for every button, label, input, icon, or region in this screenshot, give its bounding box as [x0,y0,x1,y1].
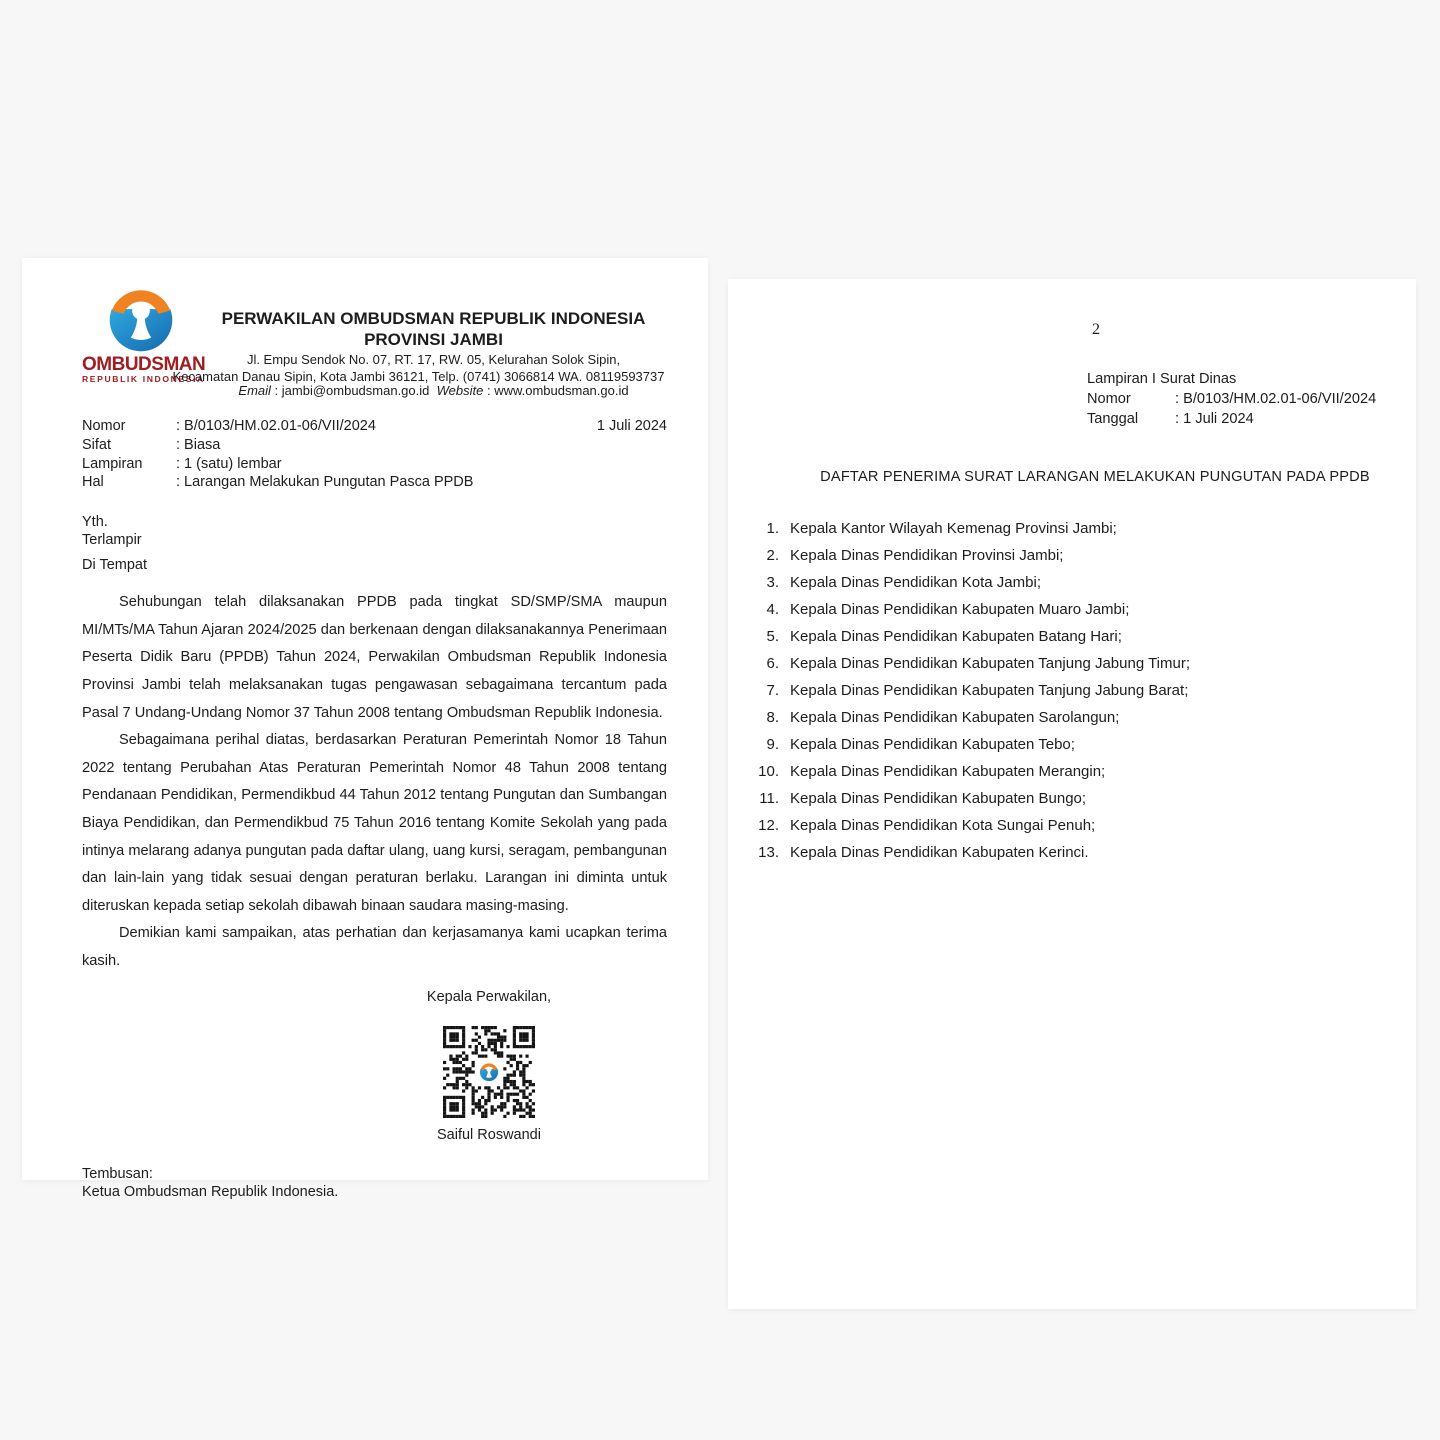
item-number: 13. [758,844,779,861]
recipient-line: Terlampir [82,532,142,549]
list-item [752,704,1392,731]
item-text: Kepala Dinas Pendidikan Kabupaten Sarolangun; [790,709,1120,726]
item-text: Kepala Dinas Pendidikan Kota Sungai Penuh; [790,817,1096,834]
meta-value: : B/0103/HM.02.01-06/VII/2024 [176,418,376,435]
item-number: 1. [766,520,779,537]
item-number: 6. [766,655,779,672]
meta-value: : 1 (satu) lembar [176,455,282,472]
item-text: Kepala Dinas Pendidikan Kabupaten Bungo; [790,790,1087,807]
office-address-line1: Jl. Empu Sendok No. 07, RT. 17, RW. 05, Kelurahan Solok Sipin, [246,352,621,367]
ref-label: Tanggal [1087,411,1139,427]
cc-label: Tembusan: [82,1165,153,1182]
letter-page [22,258,708,1201]
item-text: Kepala Kantor Wilayah Kemenag Provinsi Jambi; [790,520,1117,537]
ref-value: : B/0103/HM.02.01-06/VII/2024 [1175,391,1377,407]
signer-title: Kepala Perwakilan, [426,988,552,1005]
meta-value: : Biasa [176,436,221,453]
meta-label: Sifat [82,436,112,453]
recipients-list-title: DAFTAR PENERIMA SURAT LARANGAN MELAKUKAN PUNGUTAN PADA PPDB [820,469,1370,485]
item-text: Kepala Dinas Pendidikan Kabupaten Tanjung Jabung Barat; [790,682,1189,699]
item-number: 2. [766,547,779,564]
attachment-reference [1087,369,1392,429]
page-number: 2 [1092,321,1100,338]
ref-value: : 1 Juli 2024 [1175,411,1254,427]
list-item [752,812,1392,839]
list-item [752,758,1392,785]
list-item [752,596,1392,623]
body-paragraph: Demikian kami sampaikan, atas perhatian dan kerjasamanya kami ucapkan terima kasih. [82,925,667,969]
item-number: 12. [758,817,779,834]
meta-row-lampiran [82,455,667,474]
letter-date: 1 Juli 2024 [596,418,667,435]
list-item [752,839,1392,866]
letterhead [82,284,667,397]
meta-label: Nomor [82,418,126,435]
logo-wordmark: OMBUDSMAN [82,354,206,375]
signature-block [364,989,614,1143]
meta-label: Hal [82,474,104,491]
ref-label: Nomor [1087,391,1131,407]
office-name-line2: PROVINSI JAMBI [364,330,503,349]
item-text: Kepala Dinas Pendidikan Kota Jambi; [790,574,1041,591]
letter-body [82,589,667,975]
meta-row-hal [82,473,667,492]
office-name-line1: PERWAKILAN OMBUDSMAN REPUBLIK INDONESIA [221,309,646,328]
logo-subtitle: REPUBLIK INDONESIA [82,374,205,384]
item-number: 5. [766,628,779,645]
email-label: Email [238,382,271,398]
office-contact-line [200,384,667,398]
website-value: : www.ombudsman.go.id [486,382,629,398]
item-number: 8. [766,709,779,726]
body-paragraph: Sehubungan telah dilaksanakan PPDB pada tingkat SD/SMP/SMA maupun MI/MTs/MA Tahun Ajaran 2024/2025 dan berkenaan dengan dilaksanakannya Penerimaan Peserta Didik Baru (PPDB) Tahun 2024, Perwakilan Ombudsman Republik Indonesia Provinsi Jambi telah melaksanakan tugas pengawasan sebagaimana tercantum pada Pasal 7 Undang-Undang Nomor 37 Tahun 2008 tentang Ombudsman Republik Indonesia. [82,594,667,721]
letter-meta [82,417,667,491]
list-item [752,623,1392,650]
website-label: Website [436,382,484,398]
ref-row-tanggal [1087,409,1392,429]
item-text: Kepala Dinas Pendidikan Kabupaten Kerinci. [790,844,1089,861]
email-value: : jambi@ombudsman.go.id [274,382,430,398]
recipient-line: Di Tempat [82,556,148,573]
body-paragraph: Sebagaimana perihal diatas, berdasarkan Peraturan Pemerintah Nomor 18 Tahun 2022 tentang Perubahan Atas Peraturan Pemerintah Nomor 48 Tahun 2008 tentang Pendanaan Pendidikan, Permendikbud 44 Tahun 2012 tentang Pungutan dan Sumbangan Biaya Pendidikan, dan Permendikbud 75 Tahun 2016 tentang Komite Sekolah yang pada intinya melarang adanya pungutan pada daftar ulang, uang kursi, seragam, pembangunan dan lain-lain yang tidak sesuai dengan peraturan berlaku. Larangan ini diminta untuk diteruskan kepada setiap sekolah dibawah binaan saudara masing-masing. [82,732,667,914]
cc-value: Ketua Ombudsman Republik Indonesia. [82,1184,339,1201]
list-item [752,542,1392,569]
item-number: 11. [759,790,779,807]
attachment-page [728,279,1416,1309]
meta-row-sifat [82,436,667,455]
letterhead-text [172,284,667,398]
recipient-line: Yth. [82,513,108,530]
item-number: 3. [766,574,779,591]
list-item [752,650,1392,677]
item-number: 10. [758,763,779,780]
recipients-list [752,515,1392,866]
item-text: Kepala Dinas Pendidikan Kabupaten Muaro Jambi; [790,601,1130,618]
item-number: 9. [766,736,779,753]
item-text: Kepala Dinas Pendidikan Provinsi Jambi; [790,547,1064,564]
attachment-title: Lampiran I Surat Dinas [1087,371,1237,387]
item-text: Kepala Dinas Pendidikan Kabupaten Merangin; [790,763,1106,780]
list-item [752,731,1392,758]
item-number: 4. [766,601,779,618]
meta-value: : Larangan Melakukan Pungutan Pasca PPDB [176,474,474,491]
meta-label: Lampiran [82,455,143,472]
list-item [752,785,1392,812]
item-text: Kepala Dinas Pendidikan Kabupaten Tebo; [790,736,1075,753]
ref-row-nomor [1087,389,1392,409]
qr-code [443,1026,535,1118]
signer-name: Saiful Roswandi [437,1126,541,1143]
list-item [752,677,1392,704]
carbon-copy [82,1165,667,1202]
item-number: 7. [766,682,779,699]
ombudsman-logo-icon [107,286,175,354]
letter-recipient [82,513,667,575]
item-text: Kepala Dinas Pendidikan Kabupaten Batang Hari; [790,628,1122,645]
office-address-line2: Kecamatan Danau Sipin, Kota Jambi 36121, Telp. (0741) 3066814 WA. 08119593737 [172,368,665,384]
list-item [752,515,1392,542]
list-item [752,569,1392,596]
meta-row-nomor [82,417,667,436]
item-text: Kepala Dinas Pendidikan Kabupaten Tanjung Jabung Timur; [790,655,1191,672]
